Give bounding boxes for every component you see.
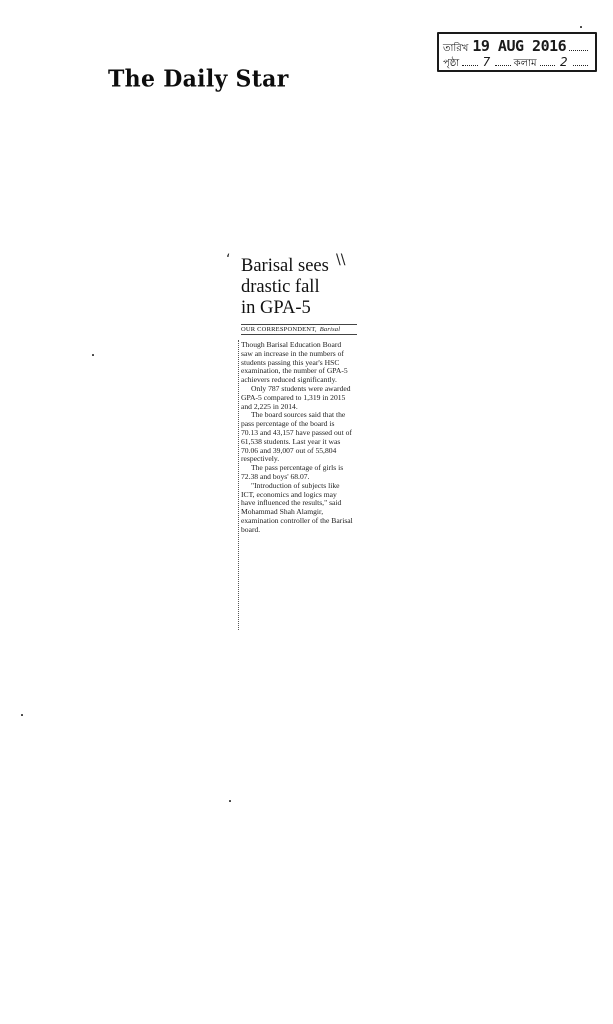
- clipping-corner-mark: \\: [336, 252, 346, 268]
- stamp-date-label: তারিখ: [443, 43, 469, 54]
- stamp-dotted-line: [495, 65, 510, 66]
- byline-location: Barisal: [319, 326, 341, 333]
- article-paragraph: Though Barisal Education Board saw an increase in the numbers of students passing this year's HSC examination, the number of GPA-5 achievers reduced significantly.: [241, 340, 348, 385]
- article-headline: [233, 256, 357, 319]
- headline-line: drastic fall: [241, 277, 320, 297]
- byline-author: OUR CORRESPONDENT,: [241, 326, 317, 333]
- stamp-page-value: 7: [482, 55, 491, 69]
- article-body: [241, 341, 353, 535]
- stamp-dotted-line: [462, 65, 477, 66]
- stamp-dotted-line: [540, 65, 555, 66]
- clipping-corner-mark: ‘: [226, 252, 231, 268]
- stamp-page-label: পৃষ্ঠা: [443, 58, 460, 69]
- newspaper-masthead: The Daily Star: [108, 65, 289, 93]
- scan-speck: [92, 354, 94, 356]
- headline-line: in GPA-5: [241, 298, 311, 318]
- stamp-page-row: [443, 55, 591, 73]
- stamp-column-value: 2: [559, 55, 568, 69]
- article-paragraph: Only 787 students were awarded GPA-5 compared to 1,319 in 2015 and 2,225 in 2014.: [241, 383, 351, 411]
- archive-stamp: [437, 32, 597, 72]
- article-byline: [241, 324, 357, 335]
- article-paragraph: The pass percentage of girls is 72.38 and boys' 68.07.: [241, 463, 344, 481]
- scan-speck: [229, 800, 231, 802]
- news-clipping: [233, 256, 357, 535]
- stamp-date-value: 19 AUG 2016: [472, 37, 567, 55]
- article-paragraph: The board sources said that the pass percentage of the board is 70.13 and 43,157 have passed out of 61,538 students. Last year it was 70.06 and 39,007 out of 55,804 respectively.: [241, 410, 352, 464]
- stamp-dotted-line: [573, 65, 588, 66]
- scan-speck: [580, 26, 582, 28]
- article-paragraph: "Introduction of subjects like ICT, economics and logics may have influenced the results," said Mohammad Shah Alamgir, examination controller of the Barisal board.: [241, 480, 353, 534]
- scan-speck: [21, 714, 23, 716]
- headline-line: Barisal sees: [241, 256, 329, 276]
- stamp-dotted-line: [569, 50, 588, 51]
- stamp-column-label: কলাম: [513, 58, 537, 69]
